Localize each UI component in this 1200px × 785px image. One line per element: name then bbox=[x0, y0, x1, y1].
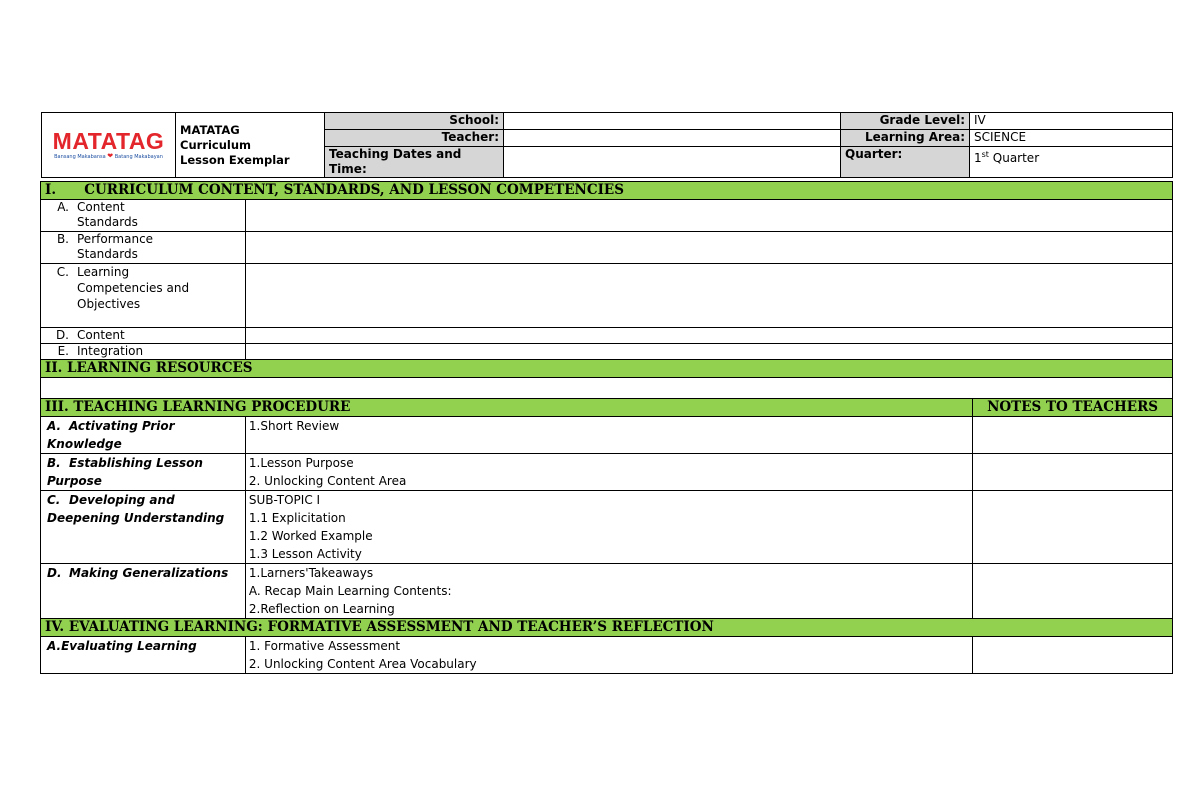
teacher-label: Teacher: bbox=[325, 130, 504, 147]
notes-evaluating[interactable] bbox=[973, 637, 1173, 674]
notes-activating[interactable] bbox=[973, 417, 1173, 454]
making-generalizations-label: D. Making Generalizations bbox=[41, 564, 246, 619]
integration-label: E. Integration bbox=[41, 344, 246, 360]
learning-area-field[interactable]: SCIENCE bbox=[970, 130, 1173, 147]
content-standards-field[interactable] bbox=[245, 200, 1172, 232]
logo-tagline: Bansang Makabansa ❤ Batang Makabayan bbox=[54, 152, 163, 160]
section-3-header: III. TEACHING LEARNING PROCEDURE bbox=[41, 399, 973, 417]
performance-standards-label: B. Performance Standards bbox=[41, 232, 246, 264]
evaluating-learning-label: A.Evaluating Learning bbox=[41, 637, 246, 674]
section-4-header: IV. EVALUATING LEARNING: FORMATIVE ASSESSMENT AND TEACHER’S REFLECTION bbox=[41, 619, 1173, 637]
quarter-field[interactable]: 1st Quarter bbox=[970, 147, 1173, 178]
school-field[interactable] bbox=[504, 113, 841, 130]
developing-understanding-content[interactable]: SUB-TOPIC I 1.1 Explicitation 1.2 Worked Example 1.3 Lesson Activity bbox=[245, 491, 972, 564]
activating-prior-knowledge-label: A. Activating Prior Knowledge bbox=[41, 417, 246, 454]
content-standards-label: A. Content Standards bbox=[41, 200, 246, 232]
learning-resources-field[interactable] bbox=[41, 378, 1173, 399]
teaching-dates-field[interactable] bbox=[504, 147, 841, 178]
grade-level-label: Grade Level: bbox=[841, 113, 970, 130]
making-generalizations-content[interactable]: 1.Larners'Takeaways A. Recap Main Learning Contents: 2.Reflection on Learning bbox=[245, 564, 972, 619]
performance-standards-field[interactable] bbox=[245, 232, 1172, 264]
notes-establishing[interactable] bbox=[973, 454, 1173, 491]
notes-generalizations[interactable] bbox=[973, 564, 1173, 619]
lesson-table bbox=[40, 181, 1173, 674]
content-field[interactable] bbox=[245, 328, 1172, 344]
learning-competencies-field[interactable] bbox=[245, 264, 1172, 328]
establishing-lesson-purpose-content[interactable]: 1.Lesson Purpose 2. Unlocking Content Area bbox=[245, 454, 972, 491]
notes-developing[interactable] bbox=[973, 491, 1173, 564]
activating-prior-knowledge-content[interactable]: 1.Short Review bbox=[245, 417, 972, 454]
school-label: School: bbox=[325, 113, 504, 130]
learning-area-label: Learning Area: bbox=[841, 130, 970, 147]
evaluating-learning-content[interactable]: 1. Formative Assessment 2. Unlocking Content Area Vocabulary bbox=[245, 637, 972, 674]
teacher-field[interactable] bbox=[504, 130, 841, 147]
matatag-logo: MATATAG bbox=[52, 128, 165, 154]
header-table bbox=[41, 112, 1173, 178]
section-2-header: II. LEARNING RESOURCES bbox=[41, 360, 1173, 378]
heart-icon: ❤ bbox=[107, 152, 114, 160]
developing-understanding-label: C. Developing and Deepening Understanding bbox=[41, 491, 246, 564]
logo-cell bbox=[42, 113, 176, 178]
curriculum-title: MATATAG Curriculum Lesson Exemplar bbox=[176, 113, 325, 178]
integration-field[interactable] bbox=[245, 344, 1172, 360]
grade-level-field[interactable]: IV bbox=[970, 113, 1173, 130]
notes-to-teachers-header: NOTES TO TEACHERS bbox=[973, 399, 1173, 417]
learning-competencies-label: C. Learning Competencies and Objectives bbox=[41, 264, 246, 328]
establishing-lesson-purpose-label: B. Establishing Lesson Purpose bbox=[41, 454, 246, 491]
teaching-dates-label: Teaching Dates and Time: bbox=[325, 147, 504, 178]
section-1-header: I. CURRICULUM CONTENT, STANDARDS, AND LESSON COMPETENCIES bbox=[41, 182, 1173, 200]
quarter-label: Quarter: bbox=[841, 147, 970, 178]
content-label: D. Content bbox=[41, 328, 246, 344]
